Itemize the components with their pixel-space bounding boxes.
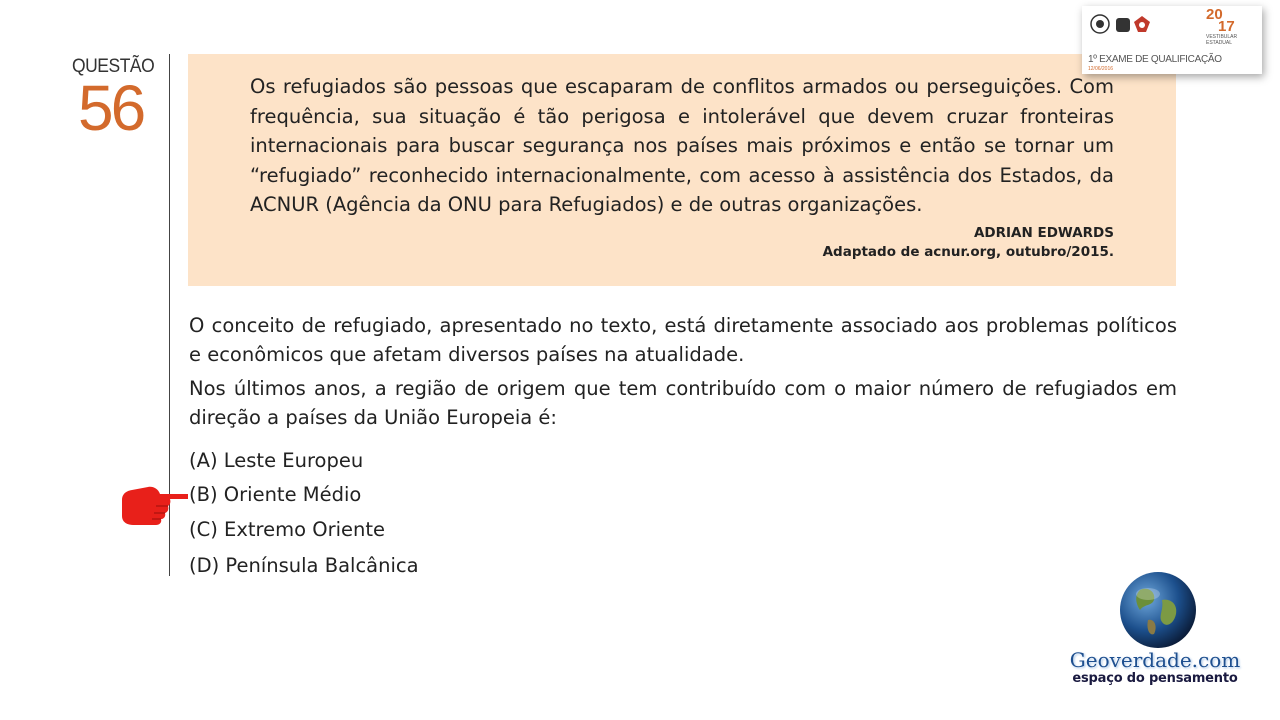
site-name: Geoverdade.com [1069, 648, 1241, 672]
exam-title: 1º EXAME DE QUALIFICAÇÃO [1088, 54, 1222, 65]
exam-card [1082, 6, 1262, 74]
quote-text: Os refugiados são pessoas que escaparam de conflitos armados ou perseguições. Com frequência, sua situação é tão perigosa e intolerável que devem cruzar fronteiras internacionais para buscar segurança nos países mais próximos e então se tornar um “refugiado” reconhecido internacionalmente, com acesso à assistência dos Estados, da ACNUR (Agência da ONU para Refugiados) e de outras organizações. [250, 75, 1114, 216]
pointing-hand-icon [118, 484, 190, 526]
statement-paragraph-2: Nos últimos anos, a região de origem que tem contribuído com o maior número de refugiados em direção a países da União Europeia é: [189, 377, 1177, 429]
year-logo-bottom: 17 [1218, 18, 1235, 35]
option-b[interactable]: (B) Oriente Médio [189, 483, 362, 506]
year-caption: VESTIBULAR ESTADUAL [1206, 34, 1238, 46]
option-d[interactable]: (D) Península Balcânica [189, 554, 419, 577]
exam-date: 12/06/2016 [1088, 66, 1114, 72]
statement-paragraph-1: O conceito de refugiado, apresentado no texto, está diretamente associado aos problemas políticos e econômicos que afetam diversos países na atualidade. [189, 314, 1177, 366]
globe-icon [1118, 570, 1198, 650]
year-logo-top: 20 [1206, 6, 1223, 23]
quote-source: Adaptado de acnur.org, outubro/2015. [822, 244, 1114, 260]
option-c[interactable]: (C) Extremo Oriente [189, 518, 386, 541]
quote-author: ADRIAN EDWARDS [973, 225, 1114, 241]
site-tagline: espaço do pensamento [1072, 671, 1238, 686]
option-a[interactable]: (A) Leste Europeu [189, 449, 364, 472]
question-label: QUESTÃO [72, 56, 155, 77]
question-number: 56 [78, 72, 144, 144]
